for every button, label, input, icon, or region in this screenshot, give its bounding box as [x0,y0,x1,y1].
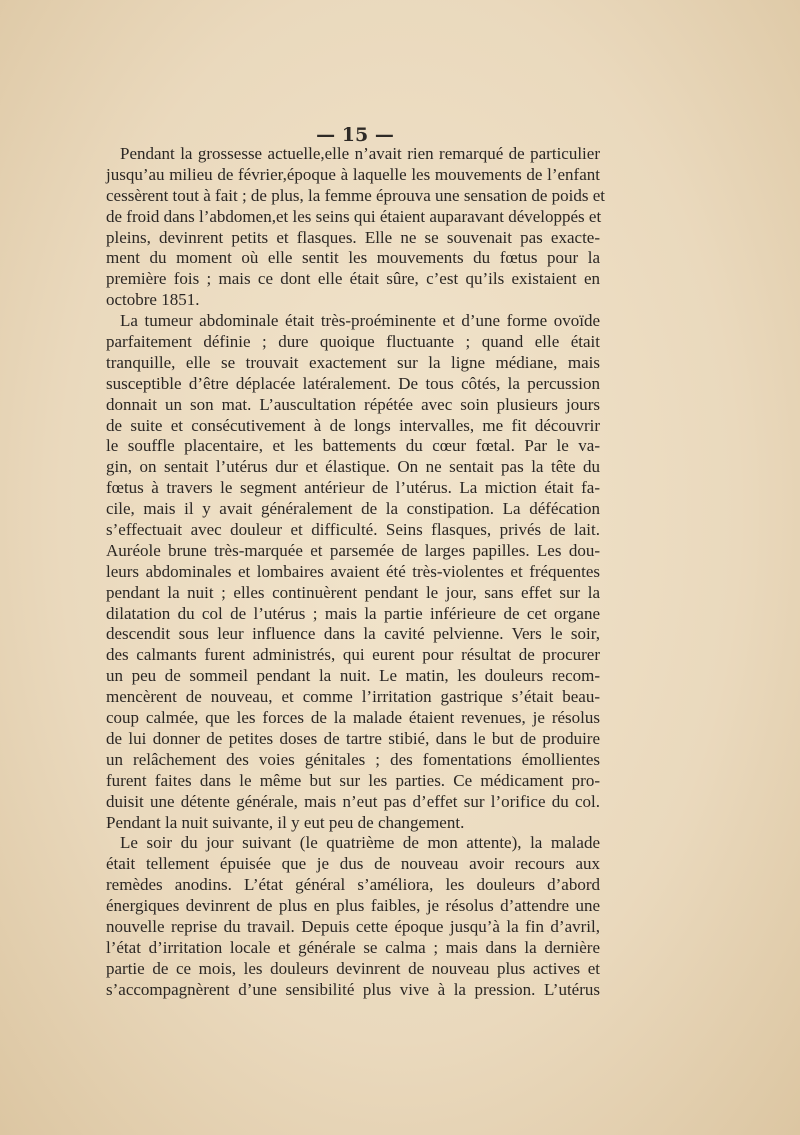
text-line: Auréole brune très-marquée et parsemée de larges papilles. Les dou- [106,540,600,560]
text-line: descendit sous leur influence dans la cavité pelvienne. Vers le soir, [106,624,600,644]
text-line: cessèrent tout à fait ; de plus, la femme éprouva une sensation de poids et [106,185,605,205]
text-line: gin, on sentait l’utérus dur et élastique. On ne sentait pas la tête du [106,457,600,477]
text-line: s’effectuait avec douleur et difficulté. Seins flasques, privés de lait. [106,520,600,540]
text-line: Le soir du jour suivant (le quatrième de mon attente), la malade [120,833,600,853]
text-line: cile, mais il y avait généralement de la constipation. La défécation [106,499,600,519]
text-line: le souffle placentaire, et les battements du cœur fœtal. Par le va- [106,436,600,456]
text-line: tranquille, elle se trouvait exactement sur la ligne médiane, mais [106,352,600,372]
text-line: pendant la nuit ; elles continuèrent pendant le jour, sans effet sur la [106,582,600,602]
text-line: susceptible d’être déplacée latéralement. De tous côtés, la percussion [106,373,600,393]
text-line: parfaitement définie ; dure quoique fluctuante ; quand elle était [106,332,600,352]
text-line: ment du moment où elle sentit les mouvements du fœtus pour la [106,248,600,268]
page-number: — 15 — [316,124,394,146]
text-line: énergiques devinrent de plus en plus faibles, je résolus d’attendre une [106,896,600,916]
text-line: La tumeur abdominale était très-proéminente et d’une forme ovoïde [120,311,600,331]
text-line: dilatation du col de l’utérus ; mais la partie inférieure de cet organe [106,603,600,623]
text-line: jusqu’au milieu de février,époque à laquelle les mouvements de l’enfant [106,164,600,184]
text-line: un peu de sommeil pendant la nuit. Le matin, les douleurs recom- [106,666,600,686]
text-line: de froid dans l’abdomen,et les seins qui étaient auparavant développés et [106,206,602,226]
text-line: l’état d’irritation locale et générale se calma ; mais dans la dernière [106,937,600,957]
text-line: partie de ce mois, les douleurs devinrent de nouveau plus actives et [106,958,600,978]
text-line: duisit une détente générale, mais n’eut pas d’effet sur l’orifice du col. [106,791,600,811]
text-line: des calmants furent administrés, qui eurent pour résultat de procurer [106,645,600,665]
text-line: octobre 1851. [106,290,200,310]
text-line: nouvelle reprise du travail. Depuis cette époque jusqu’à la fin d’avril, [106,916,600,936]
text-line: de suite et consécutivement à de longs intervalles, me fit découvrir [106,415,600,435]
text-line: remèdes anodins. L’état général s’améliora, les douleurs d’abord [106,875,600,895]
text-line: un relâchement des voies génitales ; des fomentations émollientes [106,749,600,769]
text-line: furent faites dans le même but sur les parties. Ce médicament pro- [106,770,600,790]
text-line: leurs abdominales et lombaires avaient été très-violentes et fréquentes [106,561,600,581]
text-line: était tellement épuisée que je dus de nouveau avoir recours aux [106,854,600,874]
text-line: s’accompagnèrent d’une sensibilité plus vive à la pression. L’utérus [106,979,600,999]
text-line: donnait un son mat. L’auscultation répétée avec soin plusieurs jours [106,394,600,414]
text-line: coup calmée, que les forces de la malade étaient revenues, je résolus [106,708,600,728]
text-line: pleins, devinrent petits et flasques. Elle ne se souvenait pas exacte- [106,227,600,247]
text-line: de lui donner de petites doses de tartre stibié, dans le but de produire [106,728,600,748]
text-line: Pendant la nuit suivante, il y eut peu de changement. [106,812,465,832]
text-line: première fois ; mais ce dont elle était sûre, c’est qu’ils existaient en [106,269,600,289]
text-line: Pendant la grossesse actuelle,elle n’avait rien remarqué de particulier [120,144,600,163]
text-line: fœtus à travers le segment antérieur de l’utérus. La miction était fa- [106,478,600,498]
body-text [106,144,605,1001]
text-line: mencèrent de nouveau, et comme l’irritation gastrique s’était beau- [106,687,600,707]
